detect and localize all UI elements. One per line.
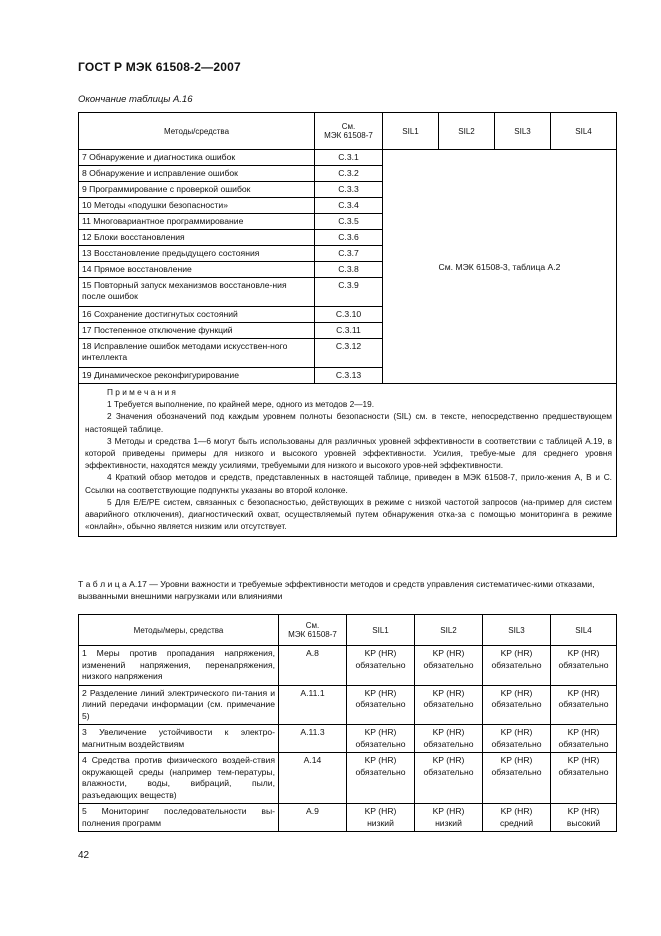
table-row (79, 725, 617, 753)
ref-cell: С.3.5 (315, 214, 383, 230)
method-cell: 9 Программирование с проверкой ошибок (79, 182, 315, 198)
note-item: 5 Для Е/Е/РЕ систем, связанных с безопасностью, действующих в режиме с низкой частотой запросов (на-пример для систем аварийного отключения), диагностический охват, осуществляемый путем обнаружения отка-за с помощью мониторинга в режиме «онлайн», обычно является низким или отсутствует. (85, 496, 612, 532)
method-cell: 10 Методы «подушки безопасности» (79, 198, 315, 214)
ref-cell: С.3.6 (315, 230, 383, 246)
ref-cell: А.8 (279, 646, 347, 686)
ref-cell: С.3.7 (315, 246, 383, 262)
sil3-cell: KP (HR) средний (483, 804, 551, 832)
method-cell: 15 Повторный запуск механизмов восстановле-ния после ошибок (79, 278, 315, 307)
method-cell: 12 Блоки восстановления (79, 230, 315, 246)
ref-cell: А.14 (279, 753, 347, 804)
sil1-cell: KP (HR) обязательно (347, 646, 415, 686)
sil1-cell: KP (HR) низкий (347, 804, 415, 832)
page-header: ГОСТ Р МЭК 61508-2—2007 (78, 60, 241, 74)
col-header-methods: Методы/средства (79, 113, 315, 150)
col-header-ref: См. МЭК 61508-7 (279, 615, 347, 646)
sil1-cell: KP (HR) обязательно (347, 753, 415, 804)
table1-caption: Окончание таблицы А.16 (78, 94, 193, 105)
note-item: 3 Методы и средства 1—6 могут быть использованы для различных уровней эффективности в соответствии с таблицей А.19, в которой приведены примеры для низкого и высокого уровней эффективности. Усилия, требуе-мые для среднего уровня эффективности, находятся между усилиями, требуемыми для низкого и высокого уров-ней эффективности. (85, 435, 612, 471)
table1-header-row (79, 113, 617, 150)
table2-caption: Т а б л и ц а А.17 — Уровни важности и требуемые эффективности методов и средств управления систематичес-кими отказами, вызванными внешними нагрузками или влияниями (78, 579, 595, 601)
note-item: 4 Краткий обзор методов и средств, представленных в настоящей таблице, приведен в МЭК 61508-7, прило-жения А, В и С. Ссылки на соответствующие подпункты указаны во второй колонке. (85, 472, 612, 495)
table-row (79, 150, 617, 166)
method-cell: 11 Многовариантное программирование (79, 214, 315, 230)
col-header-sil3: SIL3 (483, 615, 551, 646)
col-header-sil1: SIL1 (383, 113, 439, 150)
sil3-cell: KP (HR) обязательно (483, 725, 551, 753)
sil3-cell: KP (HR) обязательно (483, 646, 551, 686)
col-header-ref: См. МЭК 61508-7 (315, 113, 383, 150)
ref-cell: С.3.9 (315, 278, 383, 307)
ref-cell: А.11.3 (279, 725, 347, 753)
sil3-cell: KP (HR) обязательно (483, 753, 551, 804)
sil4-cell: KP (HR) высокий (551, 804, 617, 832)
method-cell: 16 Сохранение достигнутых состояний (79, 307, 315, 323)
method-cell: 7 Обнаружение и диагностика ошибок (79, 150, 315, 166)
table-row (79, 646, 617, 686)
sil4-cell: KP (HR) обязательно (551, 753, 617, 804)
notes-title: П р и м е ч а н и я (107, 387, 176, 397)
sil4-cell: KP (HR) обязательно (551, 685, 617, 725)
method-cell: 8 Обнаружение и исправление ошибок (79, 166, 315, 182)
ref-cell: А.9 (279, 804, 347, 832)
ref-cell: С.3.11 (315, 323, 383, 339)
ref-cell: С.3.10 (315, 307, 383, 323)
notes-block (79, 384, 617, 537)
method-cell: 14 Прямое восстановление (79, 262, 315, 278)
table-row (79, 753, 617, 804)
notes-row (79, 384, 617, 537)
sil1-cell: KP (HR) обязательно (347, 685, 415, 725)
ref-cell: С.3.3 (315, 182, 383, 198)
ref-cell: С.3.12 (315, 339, 383, 368)
col-header-methods: Методы/меры, средства (79, 615, 279, 646)
ref-cell: С.3.1 (315, 150, 383, 166)
col-header-sil2: SIL2 (415, 615, 483, 646)
method-cell: 5 Мониторинг последовательности вы-полнения программ (79, 804, 279, 832)
ref-cell: С.3.2 (315, 166, 383, 182)
note-item: 2 Значения обозначений под каждым уровнем полноты безопасности (SIL) см. в тексте, непосредственно предшествующем настоящей таблице. (85, 411, 612, 434)
method-cell: 2 Разделение линий электрического пи-тания и линий передачи информации (см. примечание 5) (79, 685, 279, 725)
sil4-cell: KP (HR) обязательно (551, 725, 617, 753)
sil1-cell: KP (HR) обязательно (347, 725, 415, 753)
method-cell: 18 Исправление ошибок методами искусствен-ного интеллекта (79, 339, 315, 368)
col-header-sil4: SIL4 (551, 113, 617, 150)
col-header-sil4: SIL4 (551, 615, 617, 646)
ref-cell: С.3.4 (315, 198, 383, 214)
table-row (79, 804, 617, 832)
method-cell: 17 Постепенное отключение функций (79, 323, 315, 339)
sil2-cell: KP (HR) обязательно (415, 753, 483, 804)
sil2-cell: KP (HR) обязательно (415, 725, 483, 753)
sil2-cell: KP (HR) обязательно (415, 646, 483, 686)
ref-cell: С.3.8 (315, 262, 383, 278)
method-cell: 1 Меры против пропадания напряжения, изменений напряжения, перенапряжения, низкого напряжения (79, 646, 279, 686)
method-cell: 4 Средства против физического воздей-ствия окружающей среды (например тем-пературы, влажности, воды, вибраций, пыли, разъедающих веществ) (79, 753, 279, 804)
merged-reference-cell: См. МЭК 61508-3, таблица А.2 (383, 150, 617, 384)
col-header-sil3: SIL3 (495, 113, 551, 150)
method-cell: 3 Увеличение устойчивости к электро-магнитным воздействиям (79, 725, 279, 753)
ref-cell: А.11.1 (279, 685, 347, 725)
table-row (79, 685, 617, 725)
note-item: 1 Требуется выполнение, по крайней мере, одного из методов 2—19. (107, 399, 375, 410)
table-a16-end (78, 112, 617, 537)
sil4-cell: KP (HR) обязательно (551, 646, 617, 686)
page-number: 42 (78, 850, 90, 861)
col-header-sil1: SIL1 (347, 615, 415, 646)
sil2-cell: KP (HR) обязательно (415, 685, 483, 725)
method-cell: 13 Восстановление предыдущего состояния (79, 246, 315, 262)
ref-cell: С.3.13 (315, 368, 383, 384)
col-header-sil2: SIL2 (439, 113, 495, 150)
table2-header-row (79, 615, 617, 646)
table-a17 (78, 614, 617, 832)
sil2-cell: KP (HR) низкий (415, 804, 483, 832)
sil3-cell: KP (HR) обязательно (483, 685, 551, 725)
method-cell: 19 Динамическое реконфигурирование (79, 368, 315, 384)
